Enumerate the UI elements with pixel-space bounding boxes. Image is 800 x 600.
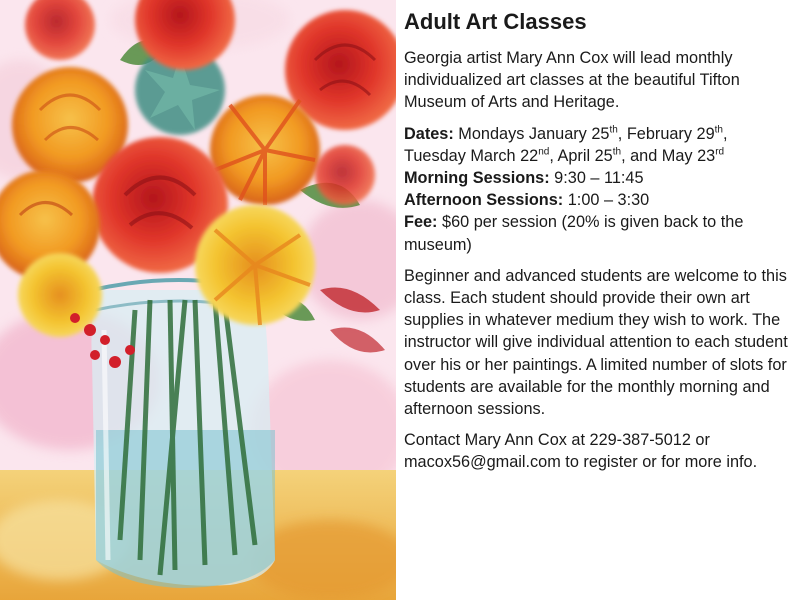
dates-line xyxy=(404,125,728,165)
flower-painting-image xyxy=(0,0,396,600)
dates-text: , and May 23 xyxy=(621,146,716,165)
ordinal-suffix: th xyxy=(714,124,723,136)
page-title: Adult Art Classes xyxy=(404,9,587,34)
ordinal-suffix: nd xyxy=(538,146,550,158)
afternoon-sessions-time: 1:00 – 3:30 xyxy=(563,191,650,210)
fee-text: $60 per session (20% is given back to the museum) xyxy=(404,213,744,254)
afternoon-sessions-line xyxy=(404,191,649,209)
morning-sessions-line xyxy=(404,169,644,187)
ordinal-suffix: th xyxy=(612,146,622,158)
morning-sessions-label: Morning Sessions: xyxy=(404,169,550,188)
ordinal-suffix: rd xyxy=(715,146,725,158)
ordinal-suffix: th xyxy=(609,124,618,136)
dates-text: Mondays January 25 xyxy=(453,124,610,143)
watercolor-bouquet-illustration xyxy=(0,0,396,600)
dates-label: Dates: xyxy=(404,124,454,143)
description-paragraph: Beginner and advanced students are welcome to this class. Each student should provide their own art supplies in whatever medium they wish to work. The instructor will give individual attention to each student over his or her paintings. A limited number of slots for students are available for the monthly morning and afternoon sessions. xyxy=(404,266,788,419)
afternoon-sessions-label: Afternoon Sessions: xyxy=(404,191,564,210)
class-info-text xyxy=(404,8,792,483)
dates-text: , April 25 xyxy=(549,146,613,165)
fee-label: Fee: xyxy=(404,213,438,232)
fee-line xyxy=(404,213,743,253)
dates-text: , February 29 xyxy=(617,124,715,143)
intro-paragraph: Georgia artist Mary Ann Cox will lead monthly individualized art classes at the beautiful Tifton Museum of Arts and Heritage. xyxy=(404,49,740,112)
contact-paragraph: Contact Mary Ann Cox at 229-387-5012 or macox56@gmail.com to register or for more info. xyxy=(404,431,758,472)
schedule-block xyxy=(404,123,792,256)
morning-sessions-time: 9:30 – 11:45 xyxy=(549,169,644,188)
dates-text: , Tuesday March 22 xyxy=(404,124,728,165)
